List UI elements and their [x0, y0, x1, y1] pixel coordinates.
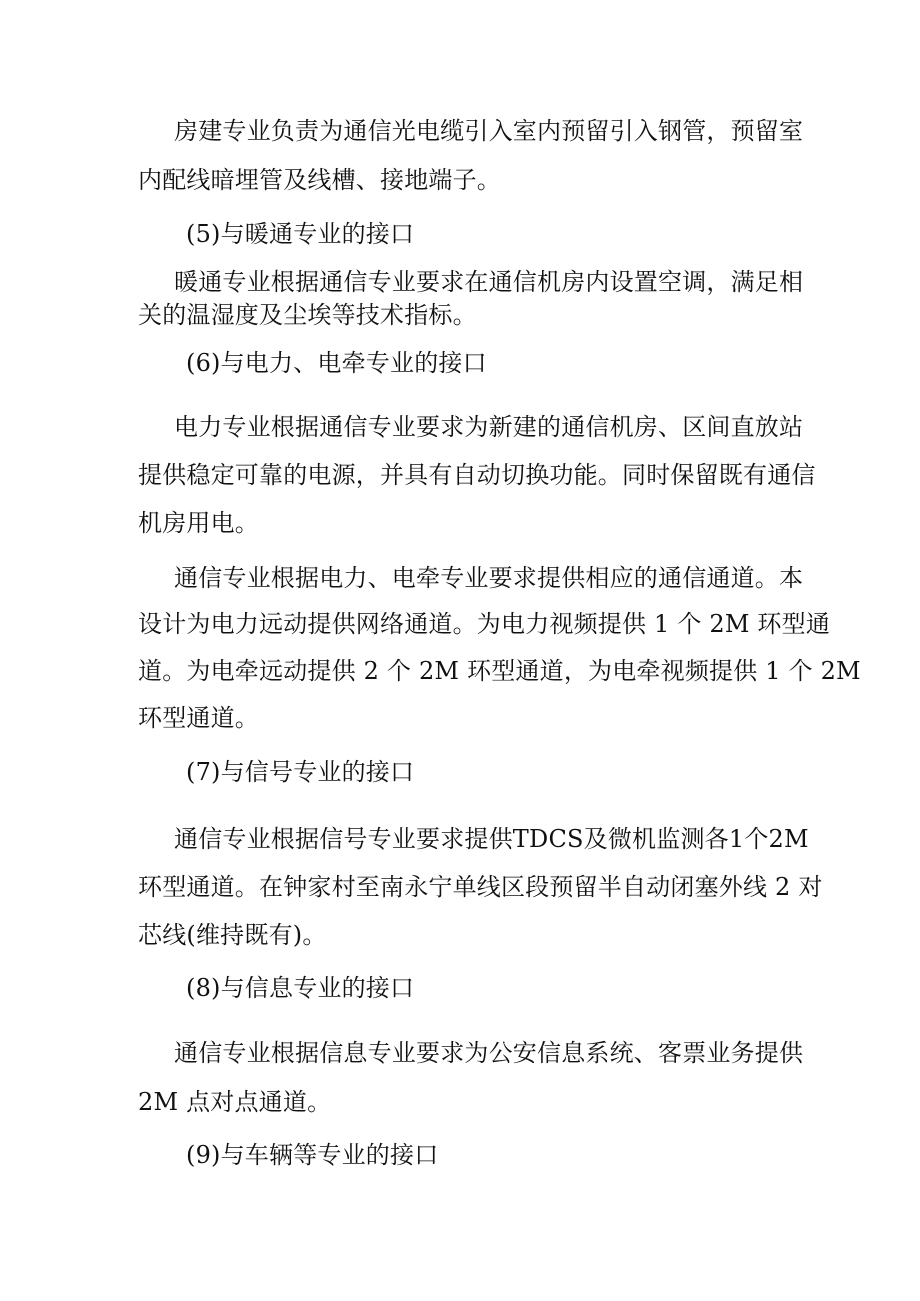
section-heading-7: (7)与信号专业的接口 — [186, 758, 415, 786]
paragraph-line: 机房用电。 — [138, 509, 259, 537]
section-heading-6: (6)与电力、电牵专业的接口 — [186, 349, 487, 377]
paragraph-line: 通信专业根据信号专业要求提供TDCS及微机监测各1个2M — [174, 825, 809, 853]
section-heading-9: (9)与车辆等专业的接口 — [186, 1141, 439, 1169]
paragraph-line: 暖通专业根据通信专业要求在通信机房内设置空调，满足相 — [174, 268, 804, 296]
paragraph-line: 2M 点对点通道。 — [138, 1088, 332, 1116]
paragraph-line: 通信专业根据信息专业要求为公安信息系统、客票业务提供 — [174, 1039, 804, 1067]
paragraph-line: 设计为电力远动提供网络通道。为电力视频提供 1 个 2M 环型通 — [138, 610, 831, 638]
paragraph-line: 芯线(维持既有)。 — [138, 921, 327, 949]
paragraph-line: 提供稳定可靠的电源，并具有自动切换功能。同时保留既有通信 — [138, 461, 816, 489]
paragraph-line: 电力专业根据通信专业要求为新建的通信机房、区间直放站 — [174, 413, 804, 441]
paragraph-line: 关的温湿度及尘埃等技术指标。 — [138, 301, 477, 329]
paragraph-line: 房建专业负责为通信光电缆引入室内预留引入钢管，预留室 — [174, 117, 804, 145]
paragraph-line: 通信专业根据电力、电牵专业要求提供相应的通信通道。本 — [174, 564, 804, 592]
paragraph-line: 内配线暗埋管及线槽、接地端子。 — [138, 166, 501, 194]
paragraph-line: 道。为电牵远动提供 2 个 2M 环型通道，为电牵视频提供 1 个 2M — [138, 657, 861, 685]
paragraph-line: 环型通道。在钟家村至南永宁单线区段预留半自动闭塞外线 2 对 — [138, 873, 823, 901]
section-heading-8: (8)与信息专业的接口 — [186, 974, 415, 1002]
paragraph-line: 环型通道。 — [138, 704, 259, 732]
section-heading-5: (5)与暖通专业的接口 — [186, 220, 415, 248]
